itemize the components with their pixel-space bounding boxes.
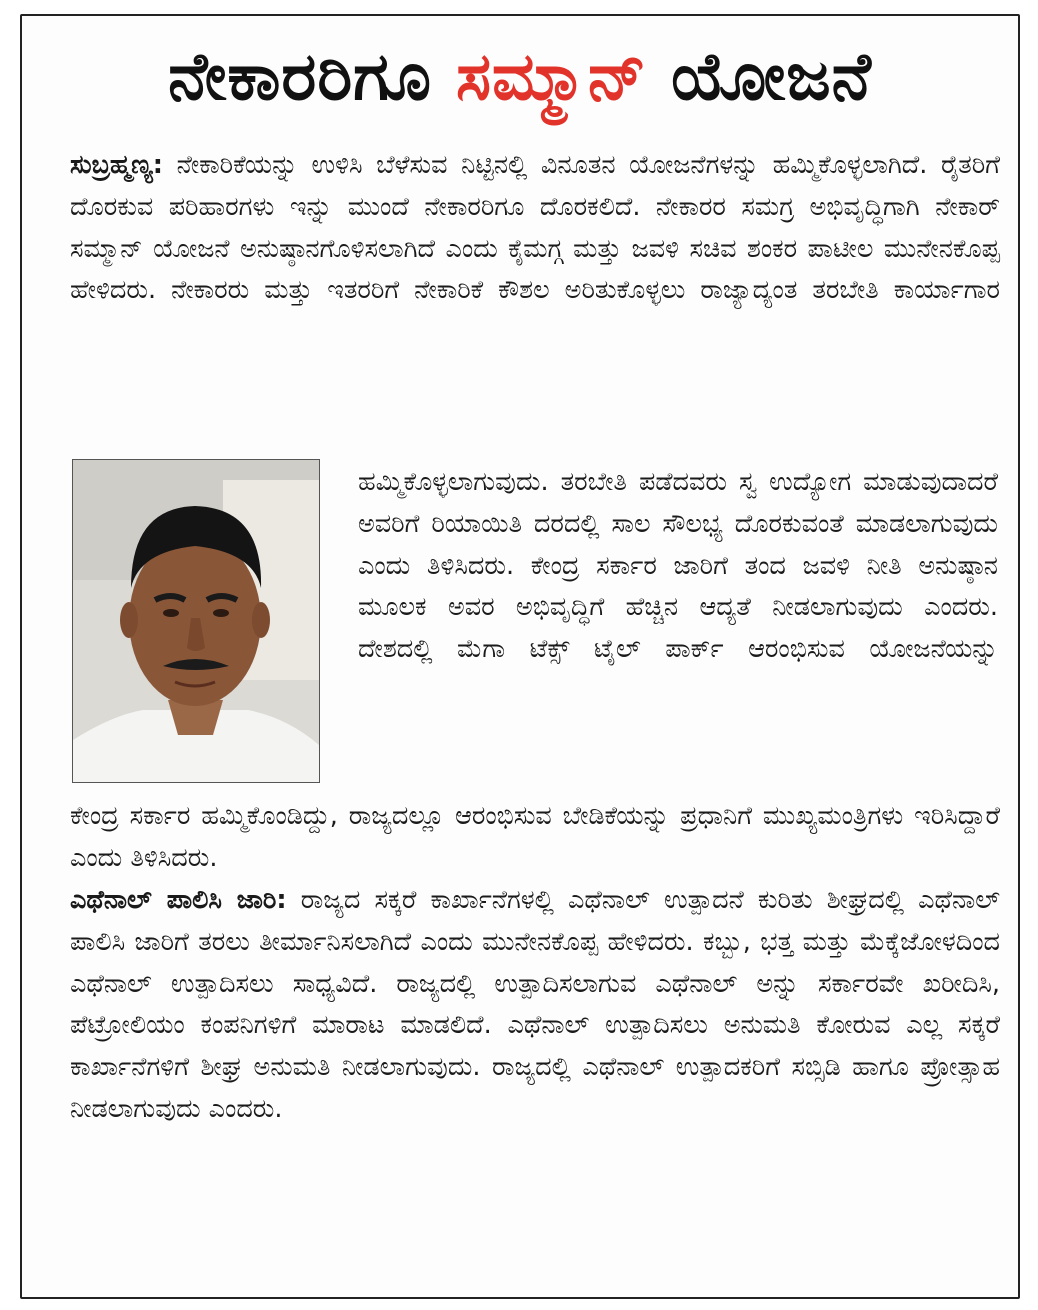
headline-part-1: ನೇಕಾರರಿಗೂ — [168, 38, 432, 115]
subheading-ethanol-policy: ಎಥೆನಾಲ್ ಪಾಲಿಸಿ ಜಾರಿ: — [70, 885, 287, 915]
dateline: ಸುಬ್ರಹ್ಮಣ್ಯ: — [70, 150, 163, 180]
paragraph-1-end-text: ಕೇಂದ್ರ ಸರ್ಕಾರ ಹಮ್ಮಿಕೊಂಡಿದ್ದು, ರಾಜ್ಯದಲ್ಲೂ ಆರಂಭಿಸುವ ಬೇಡಿಕೆಯನ್ನು ಪ್ರಧಾನಿಗೆ ಮುಖ್ಯಮಂತ್ರಿಗಳು ಇರಿಸಿದ್ದಾರೆ ಎಂದು ತಿಳಿಸಿದರು. — [70, 801, 1000, 873]
headline-part-3: ಯೋಜನೆ — [671, 38, 872, 115]
article-wrap-text — [358, 462, 998, 671]
paragraph-1-text: ನೇಕಾರಿಕೆಯನ್ನು ಉಳಿಸಿ ಬೆಳೆಸುವ ನಿಟ್ಟಿನಲ್ಲಿ ವಿನೂತನ ಯೋಜನೆಗಳನ್ನು ಹಮ್ಮಿಕೊಳ್ಳಲಾಗಿದೆ. ರೈತರಿಗೆ ದೊರಕುವ ಪರಿಹಾರಗಳು ಇನ್ನು ಮುಂದೆ ನೇಕಾರರಿಗೂ ದೊರಕಲಿದೆ. ನೇಕಾರರ ಸಮಗ್ರ ಅಭಿವೃದ್ಧಿಗಾಗಿ ನೇಕಾರ್ ಸಮ್ಮಾನ್ ಯೋಜನೆ ಅನುಷ್ಠಾನಗೊಳಿಸಲಾಗಿದೆ ಎಂದು ಕೈಮಗ್ಗ ಮತ್ತು ಜವಳಿ ಸಚಿವ ಶಂಕರ ಪಾಟೀಲ ಮುನೇನಕೊಪ್ಪ ಹೇಳಿದರು. ನೇಕಾರರು ಮತ್ತು ಇತರರಿಗೆ ನೇಕಾರಿಕೆ ಕೌಶಲ ಅರಿತುಕೊಳ್ಳಲು ರಾಜ್ಯಾದ್ಯಂತ ತರಬೇತಿ ಕಾರ್ಯಾಗಾರ — [70, 150, 1000, 306]
news-clipping — [20, 14, 1020, 1299]
headline — [22, 32, 1018, 122]
article-paragraph-1-end — [70, 796, 1000, 880]
headline-part-accent: ಸಮ್ಮಾನ್ — [455, 38, 648, 115]
minister-photo — [72, 459, 320, 783]
paragraph-2-text: ರಾಜ್ಯದ ಸಕ್ಕರೆ ಕಾರ್ಖಾನೆಗಳಲ್ಲಿ ಎಥೆನಾಲ್ ಉತ್ಪಾದನೆ ಕುರಿತು ಶೀಘ್ರದಲ್ಲಿ ಎಥೆನಾಲ್ ಪಾಲಿಸಿ ಜಾರಿಗೆ ತರಲು ತೀರ್ಮಾನಿಸಲಾಗಿದೆ ಎಂದು ಮುನೇನಕೊಪ್ಪ ಹೇಳಿದರು. ಕಬ್ಬು, ಭತ್ತ ಮತ್ತು ಮೆಕ್ಕೆಜೋಳದಿಂದ ಎಥೆನಾಲ್ ಉತ್ಪಾದಿಸಲು ಸಾಧ್ಯವಿದೆ. ರಾಜ್ಯದಲ್ಲಿ ಉತ್ಪಾದಿಸಲಾಗುವ ಎಥೆನಾಲ್ ಅನ್ನು ಸರ್ಕಾರವೇ ಖರೀದಿಸಿ, ಪೆಟ್ರೋಲಿಯಂ ಕಂಪನಿಗಳಿಗೆ ಮಾರಾಟ ಮಾಡಲಿದೆ. ಎಥೆನಾಲ್ ಉತ್ಪಾದಿಸಲು ಅನುಮತಿ ಕೋರುವ ಎಲ್ಲ ಸಕ್ಕರೆ ಕಾರ್ಖಾನೆಗಳಿಗೆ ಶೀಘ್ರ ಅನುಮತಿ ನೀಡಲಾಗುವುದು. ರಾಜ್ಯದಲ್ಲಿ ಎಥೆನಾಲ್ ಉತ್ಪಾದಕರಿಗೆ ಸಬ್ಸಿಡಿ ಹಾಗೂ ಪ್ರೋತ್ಸಾಹ ನೀಡಲಾಗುವುದು ಎಂದರು. — [70, 885, 1001, 1124]
article-paragraph-2 — [70, 880, 1000, 1131]
wrap-text-body: ಹಮ್ಮಿಕೊಳ್ಳಲಾಗುವುದು. ತರಬೇತಿ ಪಡೆದವರು ಸ್ವ ಉದ್ಯೋಗ ಮಾಡುವುದಾದರೆ ಅವರಿಗೆ ರಿಯಾಯಿತಿ ದರದಲ್ಲಿ ಸಾಲ ಸೌಲಭ್ಯ ದೊರಕುವಂತೆ ಮಾಡಲಾಗುವುದು ಎಂದು ತಿಳಿಸಿದರು. ಕೇಂದ್ರ ಸರ್ಕಾರ ಜಾರಿಗೆ ತಂದ ಜವಳಿ ನೀತಿ ಅನುಷ್ಠಾನ ಮೂಲಕ ಅವರ ಅಭಿವೃದ್ಧಿಗೆ ಹೆಚ್ಚಿನ ಆದ್ಯತೆ ನೀಡಲಾಗುವುದು ಎಂದರು. ದೇಶದಲ್ಲಿ ಮೆಗಾ ಟೆಕ್ಸ್ ಟೈಲ್ ಪಾರ್ಕ್ ಆರಂಭಿಸುವ ಯೋಜನೆಯನ್ನು — [358, 467, 998, 665]
article-paragraph-1 — [70, 145, 1000, 312]
